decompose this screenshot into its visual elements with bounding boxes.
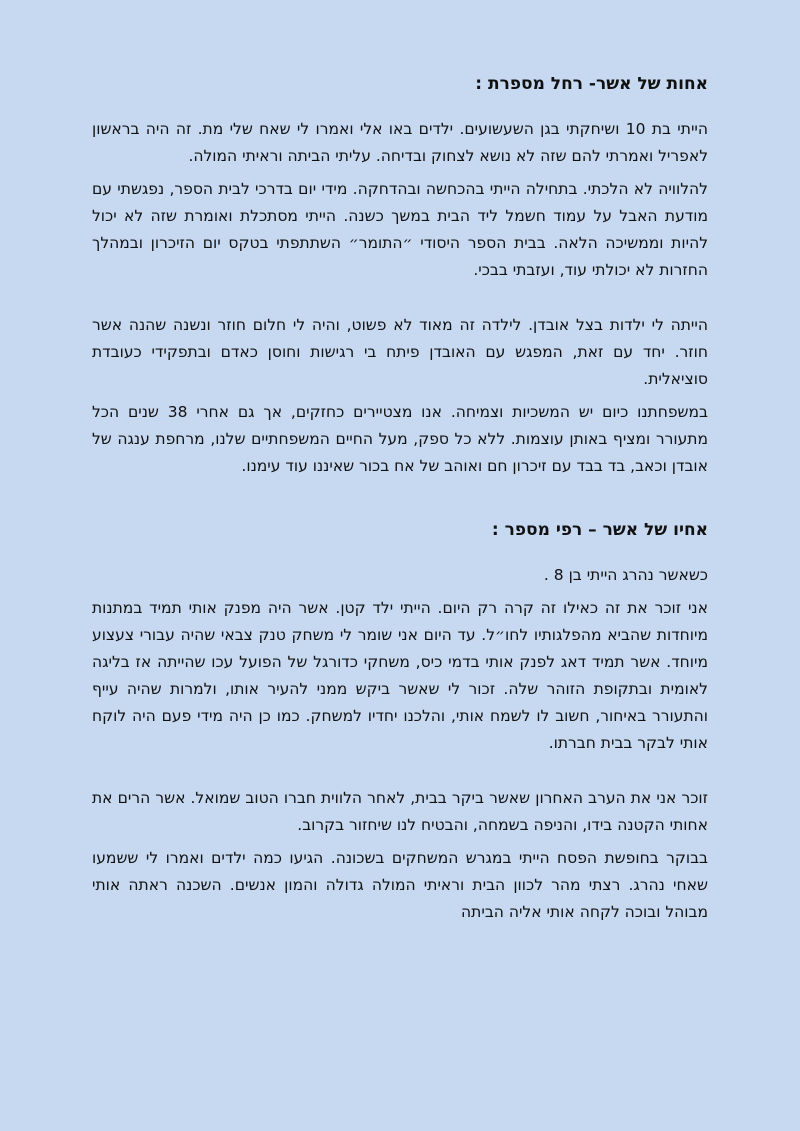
spacer <box>92 763 708 785</box>
paragraph: זוכר אני את הערב האחרון שאשר ביקר בבית, לאחר הלווית חברו הטוב שמואל. אשר הרים את אחותי הקטנה בידו, והניפה בשמחה, והבטיח לנו שיחזור בקרוב. <box>92 789 708 834</box>
paragraph: כשאשר נהרג הייתי בן 8 . <box>543 566 708 584</box>
spacer <box>92 486 708 516</box>
section-title-rafi: אחיו של אשר – רפי מספר : <box>491 520 708 540</box>
paragraph: להלוויה לא הלכתי. בתחילה הייתי בהכחשה ובהדחקה. מידי יום בדרכי לבית הספר, נפגשתי עם מודעת האבל על עמוד חשמל ליד הבית במשך כשנה. הייתי מסתכלת ואומרת שזה לא יכול להיות וממשיכה הלאה. בבית הספר היסודי ״התומר״ השתתפתי בטקס יום הזיכרון ובמהלך החזרות לא יכולתי עוד, ועזבתי בבכי. <box>92 180 708 279</box>
paragraph: בבוקר בחופשת הפסח הייתי במגרש המשחקים בשכונה. הגיעו כמה ילדים ואמרו לי ששמעו שאחי נהרג. רצתי מהר לכוון הבית וראיתי המולה גדולה והמון אנשים. השכנה ראתה אותי מבוהל ובוכה לקחה אותי אליה הביתה <box>92 849 708 921</box>
paragraph: הייתה לי ילדות בצל אובדן. לילדה זה מאוד לא פשוט, והיה לי חלום חוזר ונשנה שהנה אשר חוזר. יחד עם זאת, המפגש עם האובדן פיתח בי רגישות וחוסן כאדם ובתפקידי כעובדת סוציאלית. <box>92 316 708 388</box>
paragraph: הייתי בת 10 ושיחקתי בגן השעשועים. ילדים באו אלי ואמרו לי שאח שלי מת. זה היה בראשון לאפריל ואמרתי להם שזה לא נושא לצחוק ובדיחה. עליתי הביתה וראיתי המולה. <box>92 120 708 165</box>
paragraph: אני זוכר את זה כאילו זה קרה רק היום. הייתי ילד קטן. אשר היה מפנק אותי תמיד במתנות מיוחדות שהביא מהפלגותיו לחו״ל. עד היום אני שומר לי משחק טנק צבאי שהיה עבורי צעצוע מיוחד. אשר תמיד דאג לפנק אותי בדמי כיס, משחקי כדורגל של הפועל עכו שהייתה אז בליגה לאומית ובתקופת הזוהר שלה. זכור לי שאשר ביקש ממני להעיר אותו, ולמרות שהיה עייף והתעורר באיחור, חשוב לו לשמח אותי, והלכנו יחדיו למשחק. כמו כן היה מידי פעם היה לוקח אותי לבקר בבית חברתו. <box>92 599 708 752</box>
section-rachel <box>92 70 708 480</box>
section-rafi <box>92 516 708 926</box>
section-title-rachel: אחות של אשר- רחל מספרת : <box>475 74 708 94</box>
paragraph: במשפחתנו כיום יש המשכיות וצמיחה. אנו מצטיירים כחזקים, אך גם אחרי 38 שנים הכל מתעורר ומציף באותן עוצמות. ללא כל ספק, מעל החיים המשפחתיים שלנו, מרחפת ענגה של אובדן וכאב, בד בבד עם זיכרון חם ואוהב של אח בכור שאיננו עוד עימנו. <box>92 403 708 475</box>
spacer <box>92 290 708 312</box>
